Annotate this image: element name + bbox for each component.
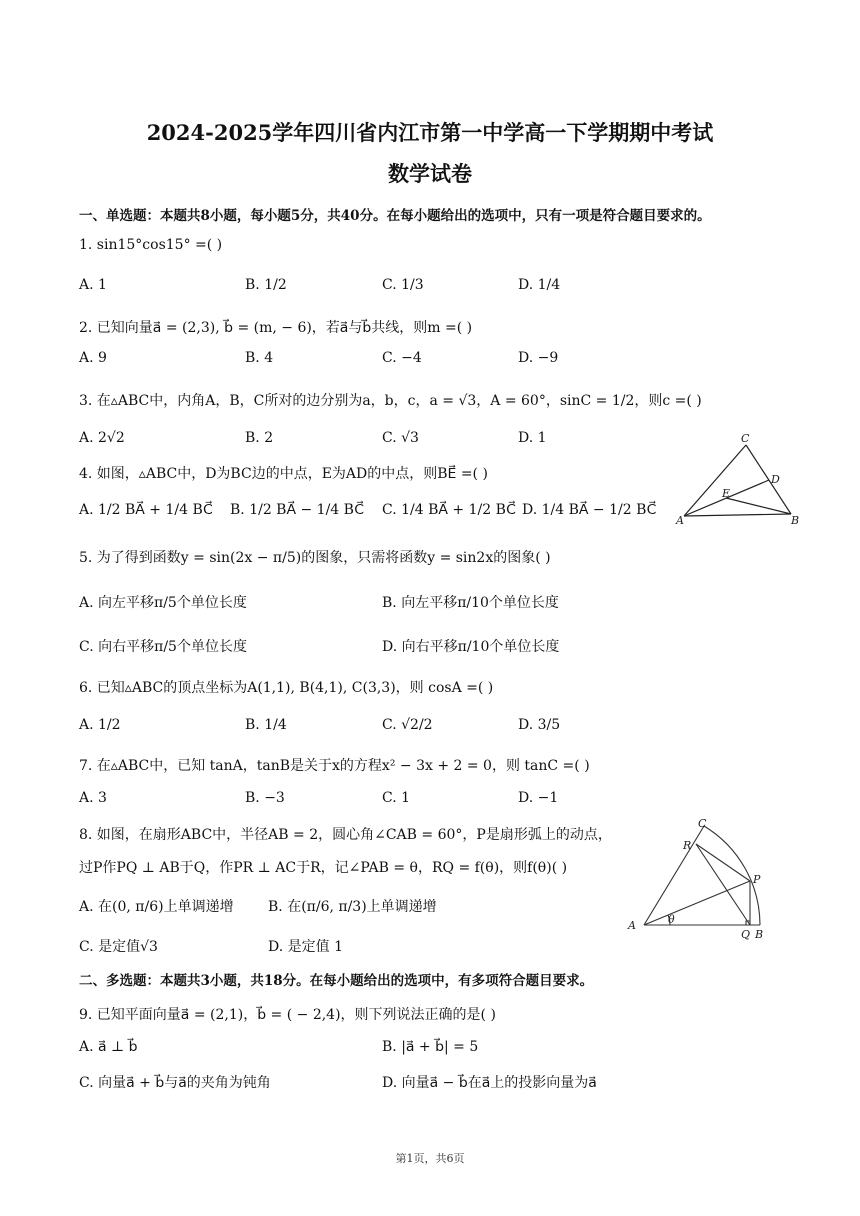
option-d: D. 1/4 bbox=[518, 277, 561, 293]
question-stem: 3. 在▵ABC中，内角A，B，C所对的边分别为a，b，c，a = √3，A = 60°，sinC = 1/2，则c =( ) bbox=[79, 393, 702, 409]
label-a: A bbox=[628, 919, 636, 932]
option-d: D. −9 bbox=[518, 350, 559, 366]
option-d: D. −1 bbox=[518, 790, 559, 806]
label-theta: θ bbox=[668, 913, 675, 926]
option-b: B. 在(π/6, π/3)上单调递增 bbox=[268, 899, 437, 915]
option-b: B. 向左平移π/10个单位长度 bbox=[382, 595, 559, 611]
option-a: A. 9 bbox=[79, 350, 107, 366]
option-c: C. 1 bbox=[382, 790, 411, 806]
question-stem: 1. sin15°cos15° =( ) bbox=[79, 237, 223, 253]
option-a: A. 3 bbox=[79, 790, 107, 806]
option-a: A. 1 bbox=[79, 277, 107, 293]
option-b: B. 4 bbox=[245, 350, 274, 366]
option-c: C. √2/2 bbox=[382, 717, 433, 733]
option-c: C. 1/4 BA⃗ + 1/2 BC⃗ bbox=[382, 502, 516, 518]
option-a: A. 2√2 bbox=[79, 430, 125, 446]
question-stem-line2: 过P作PQ ⊥ AB于Q，作PR ⊥ AC于R，记∠PAB = θ，RQ = f(θ)，则f(θ)( ) bbox=[79, 860, 568, 876]
triangle-figure bbox=[672, 430, 812, 530]
page-subtitle: 数学试卷 bbox=[388, 161, 472, 186]
label-c: C bbox=[741, 432, 750, 445]
question-stem: 6. 已知▵ABC的顶点坐标为A(1,1), B(4,1), C(3,3)，则 cosA =( ) bbox=[79, 680, 494, 696]
label-b: B bbox=[791, 514, 800, 527]
option-a: A. a⃗ ⊥ b⃗ bbox=[79, 1039, 138, 1055]
label-e: E bbox=[722, 487, 731, 500]
option-b: B. 2 bbox=[245, 430, 274, 446]
radius-ac bbox=[644, 826, 704, 925]
question-stem: 7. 在▵ABC中，已知 tanA，tanB是关于x的方程x² − 3x + 2 = 0，则 tanC =( ) bbox=[79, 758, 590, 774]
label-q: Q bbox=[741, 928, 751, 941]
option-a: A. 在(0, π/6)上单调递增 bbox=[79, 899, 234, 915]
page-title: 2024-2025学年四川省内江市第一中学高一下学期期中考试 bbox=[146, 120, 714, 145]
segment-ap bbox=[644, 881, 750, 925]
section-heading-multi-choice: 二、多选题：本题共3小题，共18分。在每小题给出的选项中，有多项符合题目要求。 bbox=[79, 973, 594, 989]
label-b: B bbox=[755, 928, 764, 941]
sector-figure bbox=[622, 815, 782, 945]
option-b: B. 1/2 bbox=[245, 277, 287, 293]
option-c: C. 向右平移π/5个单位长度 bbox=[79, 639, 247, 655]
option-b: B. 1/2 BA⃗ − 1/4 BC⃗ bbox=[230, 502, 364, 518]
label-d: D bbox=[771, 473, 780, 486]
option-b: B. 1/4 bbox=[245, 717, 287, 733]
page-footer: 第1页，共6页 bbox=[395, 1152, 465, 1165]
option-a: A. 1/2 bbox=[79, 717, 121, 733]
option-d: D. 是定值 1 bbox=[268, 939, 343, 955]
question-stem: 4. 如图，▵ABC中，D为BC边的中点，E为AD的中点，则BE⃗ =( ) bbox=[79, 466, 488, 482]
question-stem: 2. 已知向量a⃗ = (2,3), b⃗ = (m, − 6)，若a⃗与b⃗共线，则m =( ) bbox=[79, 320, 473, 336]
option-c: C. −4 bbox=[382, 350, 422, 366]
option-d: D. 1/4 BA⃗ − 1/2 BC⃗ bbox=[522, 502, 657, 518]
label-c: C bbox=[698, 817, 707, 830]
question-stem: 8. 如图，在扇形ABC中，半径AB = 2，圆心角∠CAB = 60°，P是扇形弧上的动点， bbox=[79, 827, 612, 843]
option-d: D. 3/5 bbox=[518, 717, 561, 733]
label-p: P bbox=[753, 873, 761, 886]
option-d: D. 向量a⃗ − b⃗在a⃗上的投影向量为a⃗ bbox=[382, 1075, 597, 1091]
option-d: D. 向右平移π/10个单位长度 bbox=[382, 639, 560, 655]
side-ab bbox=[684, 514, 791, 516]
option-a: A. 1/2 BA⃗ + 1/4 BC⃗ bbox=[79, 502, 213, 518]
label-a: A bbox=[676, 514, 684, 527]
option-b: B. |a⃗ + b⃗| = 5 bbox=[382, 1039, 479, 1055]
label-r: R bbox=[683, 839, 692, 852]
option-a: A. 向左平移π/5个单位长度 bbox=[79, 595, 247, 611]
option-c: C. √3 bbox=[382, 430, 419, 446]
side-ac bbox=[684, 445, 746, 516]
option-c: C. 向量a⃗ + b⃗与a⃗的夹角为钝角 bbox=[79, 1075, 271, 1091]
section-heading-single-choice: 一、单选题：本题共8小题，每小题5分，共40分。在每小题给出的选项中，只有一项是符合题目要求的。 bbox=[79, 208, 711, 224]
arc-cb bbox=[704, 826, 760, 925]
option-d: D. 1 bbox=[518, 430, 547, 446]
question-stem: 9. 已知平面向量a⃗ = (2,1)，b⃗ = ( − 2,4)，则下列说法正确的是( ) bbox=[79, 1007, 496, 1023]
option-c: C. 是定值√3 bbox=[79, 939, 158, 955]
question-stem: 5. 为了得到函数y = sin(2x − π/5)的图象，只需将函数y = sin2x的图象( ) bbox=[79, 550, 551, 566]
option-c: C. 1/3 bbox=[382, 277, 424, 293]
side-cb bbox=[746, 445, 791, 514]
option-b: B. −3 bbox=[245, 790, 285, 806]
segment-be bbox=[726, 498, 791, 514]
